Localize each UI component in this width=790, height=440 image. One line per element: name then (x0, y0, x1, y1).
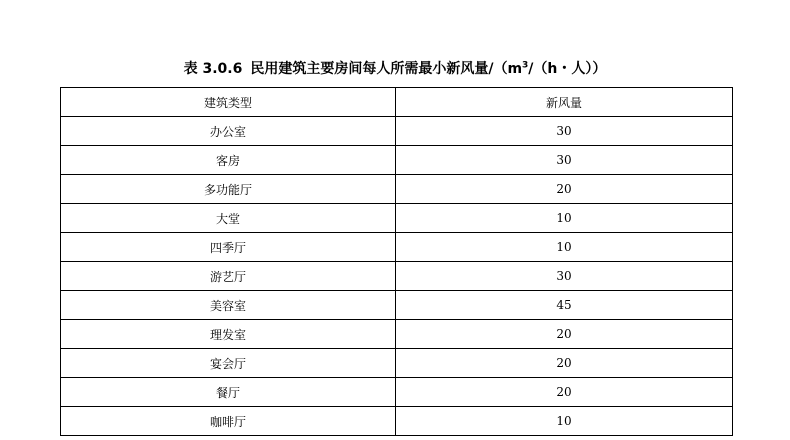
table-row (61, 378, 733, 407)
building-type-cell: 美容室 (61, 291, 396, 320)
fresh-air-value-cell: 20 (396, 320, 733, 349)
table-title: 民用建筑主要房间每人所需最小新风量/（m (250, 61, 523, 77)
header-fresh-air: 新风量 (396, 88, 733, 117)
table-row (61, 349, 733, 378)
unit-superscript: 3 (522, 60, 529, 71)
table-row (61, 291, 733, 320)
fresh-air-value-cell: 10 (396, 407, 733, 436)
table-row (61, 233, 733, 262)
building-type-cell: 理发室 (61, 320, 396, 349)
table-row (61, 262, 733, 291)
header-row (61, 88, 733, 117)
header-building-type: 建筑类型 (61, 88, 396, 117)
fresh-air-value-cell: 20 (396, 378, 733, 407)
table-row (61, 175, 733, 204)
fresh-air-table (60, 87, 733, 436)
fresh-air-value-cell: 30 (396, 117, 733, 146)
building-type-cell: 咖啡厅 (61, 407, 396, 436)
building-type-cell: 多功能厅 (61, 175, 396, 204)
fresh-air-value-cell: 20 (396, 175, 733, 204)
unit-tail: /（h・人）） (528, 61, 607, 77)
building-type-cell: 餐厅 (61, 378, 396, 407)
building-type-cell: 大堂 (61, 204, 396, 233)
table-row (61, 407, 733, 436)
table-caption (0, 58, 790, 80)
fresh-air-value-cell: 10 (396, 233, 733, 262)
fresh-air-value-cell: 45 (396, 291, 733, 320)
table-row (61, 320, 733, 349)
fresh-air-value-cell: 30 (396, 262, 733, 291)
building-type-cell: 游艺厅 (61, 262, 396, 291)
table-row (61, 204, 733, 233)
fresh-air-value-cell: 10 (396, 204, 733, 233)
table-row (61, 117, 733, 146)
fresh-air-value-cell: 20 (396, 349, 733, 378)
table-row (61, 146, 733, 175)
fresh-air-value-cell: 30 (396, 146, 733, 175)
building-type-cell: 四季厅 (61, 233, 396, 262)
building-type-cell: 宴会厅 (61, 349, 396, 378)
building-type-cell: 客房 (61, 146, 396, 175)
building-type-cell: 办公室 (61, 117, 396, 146)
table-number: 表 3.0.6 (183, 61, 243, 77)
